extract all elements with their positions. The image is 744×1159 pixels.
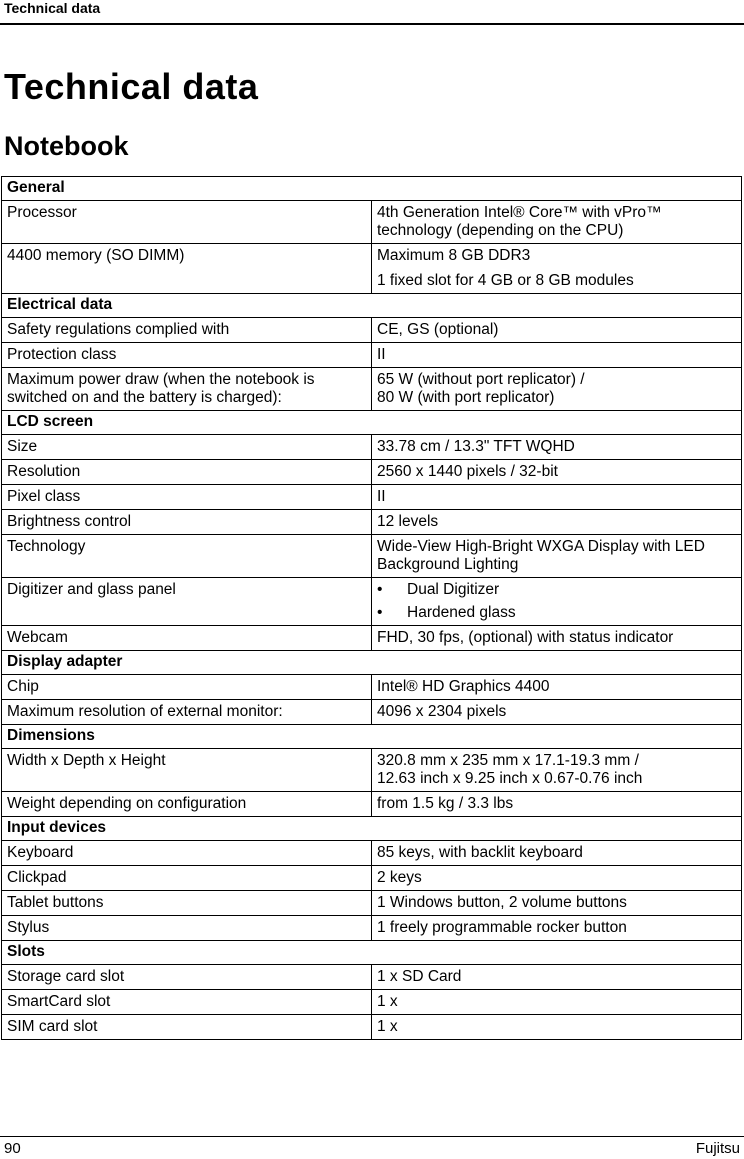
spec-label: Keyboard [2, 841, 372, 866]
table-row [2, 535, 742, 578]
spec-label: Width x Depth x Height [2, 749, 372, 792]
bullet-item: • Hardened glass [377, 604, 735, 622]
spec-label: Pixel class [2, 485, 372, 510]
spec-label: Size [2, 435, 372, 460]
table-row [2, 343, 742, 368]
specifications-table [1, 176, 742, 1040]
table-row [2, 201, 742, 244]
spec-value: 320.8 mm x 235 mm x 17.1-19.3 mm / [377, 752, 639, 769]
table-row [2, 485, 742, 510]
section-heading-input: Input devices [2, 817, 742, 841]
table-row [2, 578, 742, 626]
section-heading-row [2, 725, 742, 749]
table-row [2, 1015, 742, 1040]
section-heading-general: General [2, 177, 742, 201]
spec-value: FHD, 30 fps, (optional) with status indicator [372, 626, 742, 651]
spec-label: Digitizer and glass panel [2, 578, 372, 626]
spec-value: 12.63 inch x 9.25 inch x 0.67-0.76 inch [377, 770, 643, 787]
section-title: Notebook [4, 131, 129, 161]
section-heading-row [2, 411, 742, 435]
spec-value: 2560 x 1440 pixels / 32-bit [372, 460, 742, 485]
table-row [2, 841, 742, 866]
spec-label: Tablet buttons [2, 891, 372, 916]
spec-value: Wide-View High-Bright WXGA Display with LED Background Lighting [372, 535, 742, 578]
spec-value: 1 x [372, 1015, 742, 1040]
spec-label: SmartCard slot [2, 990, 372, 1015]
spec-value: 4th Generation Intel® Core™ with vPro™ technology (depending on the CPU) [372, 201, 742, 244]
spec-label: Webcam [2, 626, 372, 651]
spec-value: 1 fixed slot for 4 GB or 8 GB modules [377, 272, 634, 289]
spec-label: Protection class [2, 343, 372, 368]
spec-value: 1 Windows button, 2 volume buttons [372, 891, 742, 916]
spec-label: SIM card slot [2, 1015, 372, 1040]
spec-value: 12 levels [372, 510, 742, 535]
section-heading-display-adapter: Display adapter [2, 651, 742, 675]
table-row [2, 510, 742, 535]
table-row [2, 675, 742, 700]
table-row [2, 435, 742, 460]
spec-value-cell [372, 749, 742, 792]
spec-label: Technology [2, 535, 372, 578]
section-heading-row [2, 294, 742, 318]
section-heading-lcd: LCD screen [2, 411, 742, 435]
table-row [2, 749, 742, 792]
spec-label: Clickpad [2, 866, 372, 891]
page-title: Technical data [4, 66, 259, 107]
spec-value: II [372, 343, 742, 368]
spec-label: Brightness control [2, 510, 372, 535]
spec-value: 4096 x 2304 pixels [372, 700, 742, 725]
section-heading-row [2, 817, 742, 841]
spec-value: 65 W (without port replicator) / [377, 371, 585, 388]
spec-label: Maximum power draw (when the notebook is switched on and the battery is charged): [2, 368, 372, 411]
spec-value: 1 freely programmable rocker button [372, 916, 742, 941]
footer-brand: Fujitsu [695, 1140, 740, 1157]
spec-label: Safety regulations complied with [2, 318, 372, 343]
section-heading-row [2, 941, 742, 965]
spec-value: from 1.5 kg / 3.3 lbs [372, 792, 742, 817]
spec-value-cell [372, 578, 742, 626]
section-heading-row [2, 651, 742, 675]
spec-label: 4400 memory (SO DIMM) [2, 244, 372, 294]
spec-value: CE, GS (optional) [372, 318, 742, 343]
table-row [2, 626, 742, 651]
section-heading-slots: Slots [2, 941, 742, 965]
spec-value: Intel® HD Graphics 4400 [372, 675, 742, 700]
spec-label: Resolution [2, 460, 372, 485]
spec-label: Storage card slot [2, 965, 372, 990]
spec-value: Maximum 8 GB DDR3 [377, 247, 531, 264]
table-row [2, 318, 742, 343]
spec-value: 85 keys, with backlit keyboard [372, 841, 742, 866]
footer-rule [0, 1136, 744, 1137]
spec-value: 1 x SD Card [372, 965, 742, 990]
section-heading-dimensions: Dimensions [2, 725, 742, 749]
spec-value: 33.78 cm / 13.3" TFT WQHD [372, 435, 742, 460]
table-row [2, 700, 742, 725]
spec-value: 1 x [372, 990, 742, 1015]
spec-value: 80 W (with port replicator) [377, 389, 555, 406]
header-rule [0, 23, 744, 25]
page-number: 90 [4, 1140, 21, 1157]
table-row [2, 244, 742, 294]
spec-value: 2 keys [372, 866, 742, 891]
running-header: Technical data [4, 0, 101, 16]
spec-value: II [372, 485, 742, 510]
bullet-item: • Dual Digitizer [377, 581, 735, 599]
section-heading-row [2, 177, 742, 201]
table-row [2, 916, 742, 941]
section-heading-electrical: Electrical data [2, 294, 742, 318]
table-row [2, 990, 742, 1015]
spec-label: Maximum resolution of external monitor: [2, 700, 372, 725]
table-row [2, 891, 742, 916]
table-row [2, 460, 742, 485]
spec-label: Weight depending on configuration [2, 792, 372, 817]
table-row [2, 368, 742, 411]
spec-label: Stylus [2, 916, 372, 941]
spec-value-cell [372, 244, 742, 294]
spec-value-cell [372, 368, 742, 411]
spec-label: Chip [2, 675, 372, 700]
table-row [2, 965, 742, 990]
spec-label: Processor [2, 201, 372, 244]
table-row [2, 792, 742, 817]
table-row [2, 866, 742, 891]
